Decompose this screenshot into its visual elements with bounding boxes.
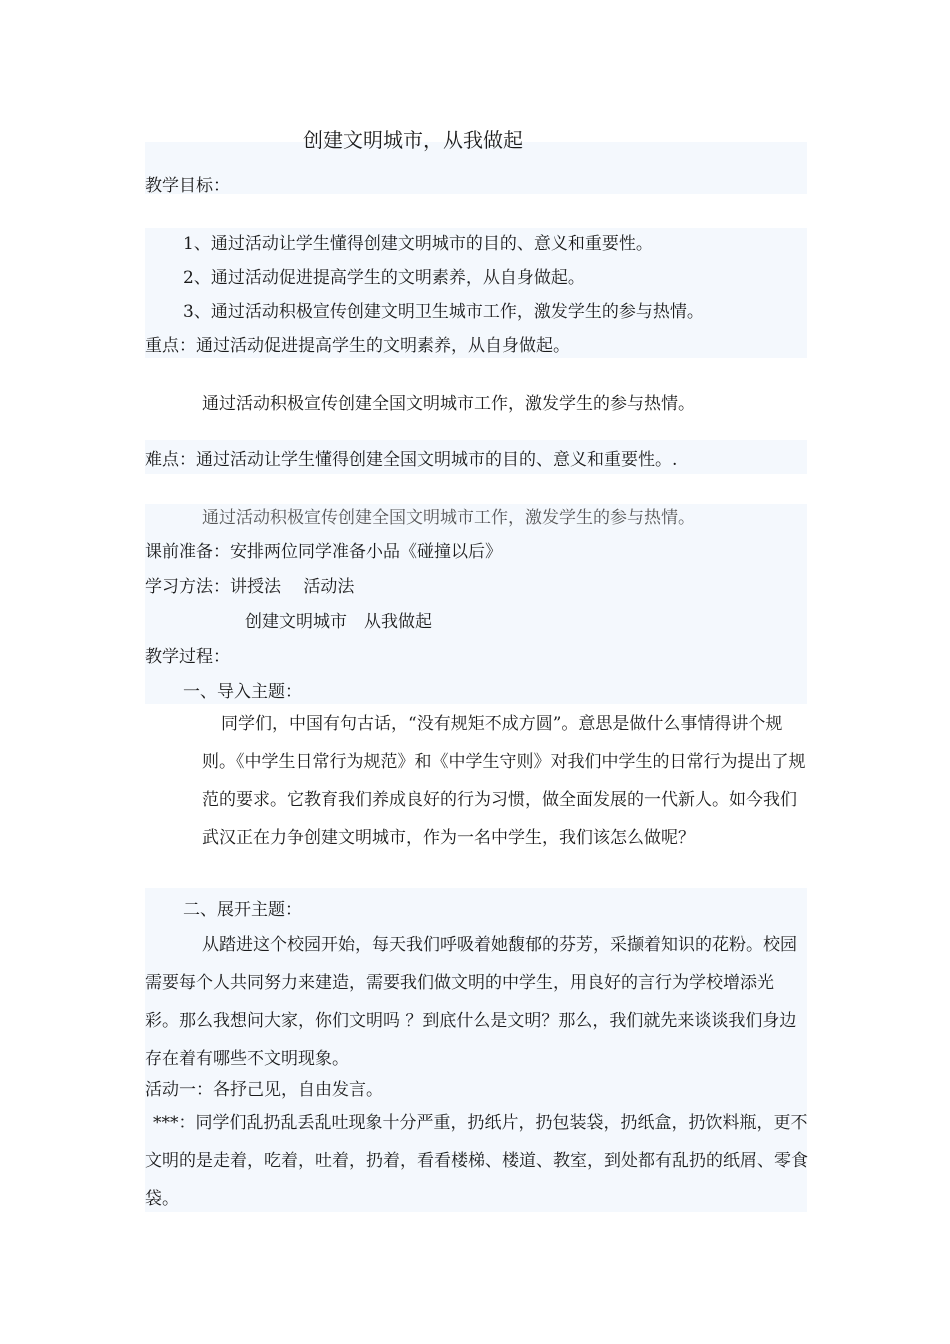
difficulty-2: 通过活动积极宣传创建全国文明城市工作，激发学生的参与热情。 xyxy=(202,508,695,528)
activity1: 活动一：各抒己见，自由发言。 xyxy=(145,1080,383,1100)
key-point-2: 通过活动积极宣传创建全国文明城市工作，激发学生的参与热情。 xyxy=(202,394,695,414)
goal-item: 1、通过活动让学生懂得创建文明城市的目的、意义和重要性。 xyxy=(183,234,653,254)
difficulty: 难点：通过活动让学生懂得创建全国文明城市的目的、意义和重要性。. xyxy=(145,450,678,470)
section1-text: 同学们，中国有句古话，“没有规矩不成方圆”。意思是做什么事情得讲个规则。《中学生日常行为规范》和《中学生守则》对我们中学生的日常行为提出了规范的要求。它教育我们养成良好的行为习惯，做全面发展的一代新人。如今我们武汉正在力争创建文明城市，作为一名中学生，我们该怎么做呢？ xyxy=(202,714,806,848)
goal-item: 3、通过活动积极宣传创建文明卫生城市工作，激发学生的参与热情。 xyxy=(183,302,704,322)
section1-heading: 一、导入主题： xyxy=(183,682,302,702)
section2-heading: 二、展开主题： xyxy=(183,900,302,920)
goals-block xyxy=(145,228,807,358)
prep: 课前准备：安排两位同学准备小品《碰撞以后》 xyxy=(145,542,502,562)
document-title: 创建文明城市，从我做起 xyxy=(303,128,523,152)
section2-text: 从踏进这个校园开始，每天我们呼吸着她馥郁的芬芳，采撷着知识的花粉。校园需要每个人共同努力来建造，需要我们做文明的中学生，用良好的言行为学校增添光彩。那么我想问大家，你们文明吗 ？到底什么是文明？那么，我们就先来谈谈我们身边存在着有哪些不文明现象。 xyxy=(145,935,797,1069)
method: 学习方法：讲授法 活动法 xyxy=(145,577,355,597)
key-point: 重点：通过活动促进提高学生的文明素养，从自身做起。 xyxy=(145,336,570,356)
difficulty-block xyxy=(145,440,807,474)
prep-block xyxy=(145,504,807,704)
subtitle: 创建文明城市 从我做起 xyxy=(245,612,432,632)
activity1-text: ***：同学们乱扔乱丢乱吐现象十分严重，扔纸片，扔包装袋，扔纸盒，扔饮料瓶，更不文明的是走着，吃着，吐着，扔着，看看楼梯、楼道、教室，到处都有乱扔的纸屑、零食袋。 xyxy=(145,1113,808,1209)
goal-item: 2、通过活动促进提高学生的文明素养，从自身做起。 xyxy=(183,268,585,288)
goals-heading: 教学目标： xyxy=(145,176,230,196)
process-heading: 教学过程： xyxy=(145,647,230,667)
section2-block xyxy=(145,888,807,1212)
